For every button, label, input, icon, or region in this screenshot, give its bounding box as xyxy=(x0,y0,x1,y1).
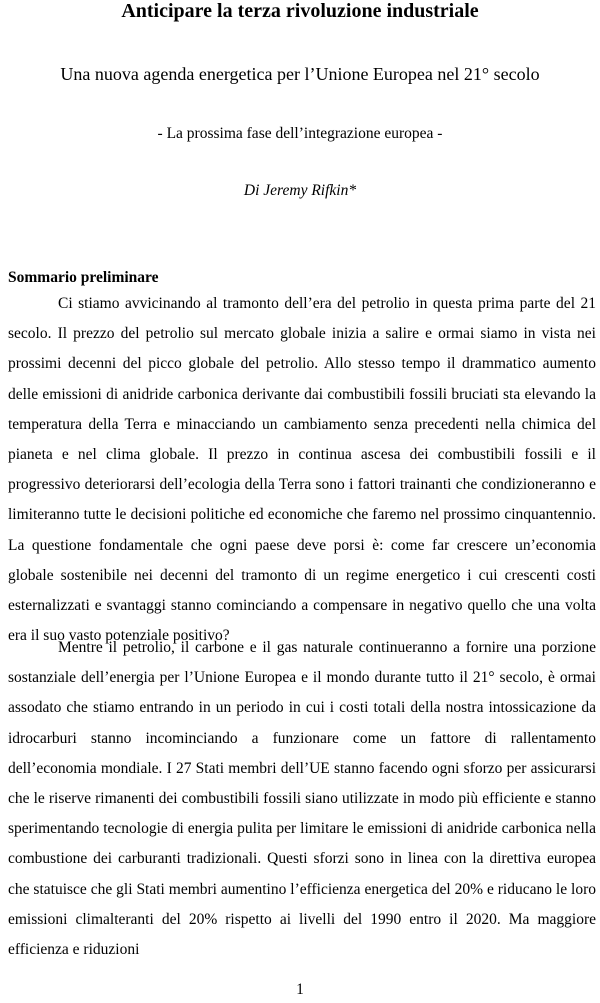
section-heading: Sommario preliminare xyxy=(8,269,159,286)
document-author: Di Jeremy Rifkin* xyxy=(243,182,357,199)
paragraph-1: Ci stiamo avvicinando al tramonto dell’era del petrolio in questa prima parte del 21 secolo. Il prezzo del petrolio sul mercato globale inizia a salire e ormai siamo in vista nei prossimi decenni del picco globale del petrolio. Allo stesso tempo il drammatico aumento delle emissioni di anidride carbonica derivante dai combustibili fossili bruciati sta elevando la temperatura della Terra e minacciando un cambiamento senza precedenti nella chimica del pianeta e nel clima globale. Il prezzo in continua ascesa dei combustibili fossili e il progressivo deteriorarsi dell’ecologia della Terra sono i fattori trainanti che condizioneranno e limiteranno tutte le decisioni politiche ed economiche che faremo nel prossimo cinquantennio. La questione fondamentale che ogni paese deve porsi è: come far crescere un’economia globale sostenibile nei decenni del tramonto di un regime energetico i cui crescenti costi esternalizzati e svantaggi stanno cominciando a compensare in negativo quello che una volta era il suo vasto potenziale positivo? xyxy=(8,295,596,645)
document-title: Anticipare la terza rivoluzione industriale xyxy=(121,0,479,22)
paragraph-2: Mentre il petrolio, il carbone e il gas naturale continueranno a fornire una porzione sostanziale dell’energia per l’Unione Europea e il mondo durante tutto il 21° secolo, è ormai assodato che stiamo entrando in un periodo in cui i costi totali della nostra intossicazione da idrocarburi stanno incominciando a funzionare come un fattore di rallentamento dell’economia mondiale. I 27 Stati membri dell’UE stanno facendo ogni sforzo per assicurarsi che le riserve rimanenti dei combustibili fossili siano utilizzate in modo più efficiente e stanno sperimentando tecnologie di energia pulita per limitare le emissioni di anidride carbonica nella combustione dei carburanti tradizionali. Questi sforzi sono in linea con la direttiva europea che statuisce che gli Stati membri aumentino l’efficienza energetica del 20% e riducano le loro emissioni climalteranti del 20% rispetto ai livelli del 1990 entro il 2020. Ma maggiore efficienza e riduzioni xyxy=(8,639,596,959)
document-subtitle: Una nuova agenda energetica per l’Unione Europea nel 21° secolo xyxy=(60,64,540,84)
document-tagline: - La prossima fase dell’integrazione europea - xyxy=(157,125,443,142)
page-number: 1 xyxy=(296,981,304,998)
